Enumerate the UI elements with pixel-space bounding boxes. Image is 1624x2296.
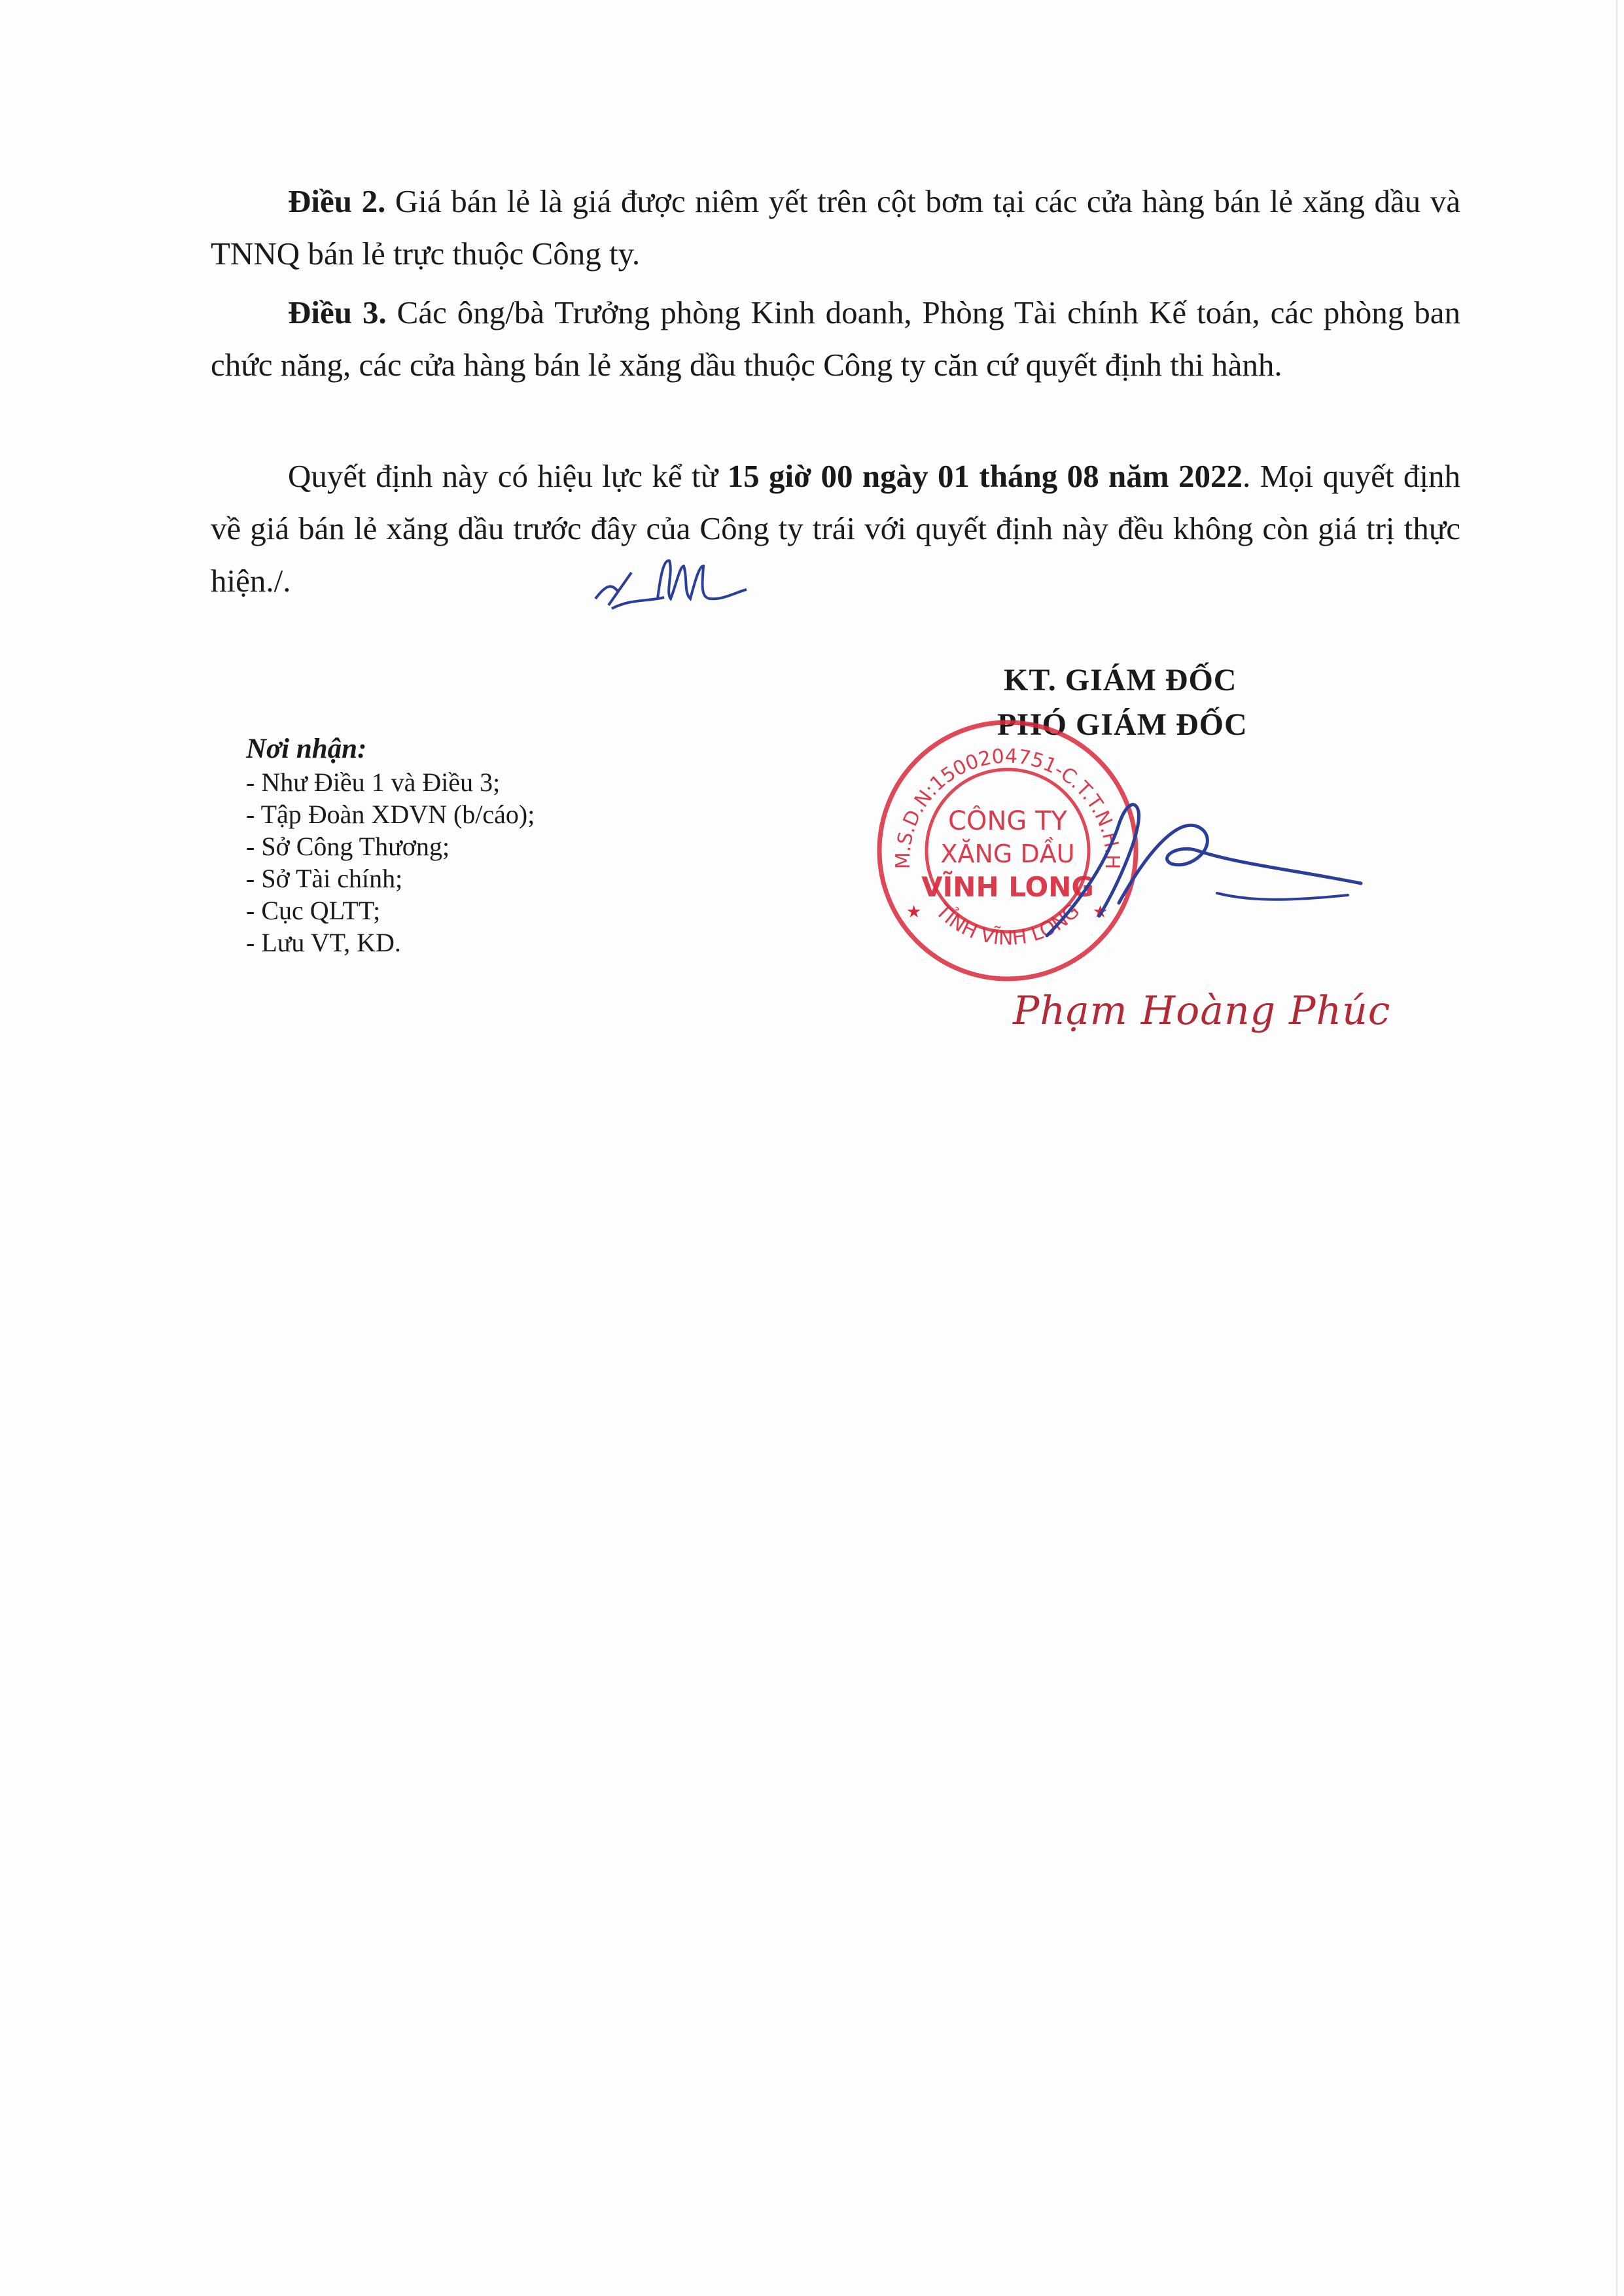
article-2-text: Giá bán lẻ là giá được niêm yết trên cột bơm tại các cửa hàng bán lẻ xăng dầu và TNNQ bán lẻ trực thuộc Công ty. [211, 183, 1461, 272]
page-edge-line [1616, 0, 1617, 2296]
recipient-item: - Như Điều 1 và Điều 3; [246, 768, 501, 797]
recipient-item: - Tập Đoàn XDVN (b/cáo); [246, 800, 535, 829]
recipients-heading: Nơi nhận: [246, 733, 367, 764]
article-2-paragraph [211, 175, 1460, 280]
effective-text-after: . Mọi quyết định về giá bán lẻ xăng dầu trước đây của Công ty trái với quyết định này đều không còn giá trị thực hiện./. [211, 458, 1460, 599]
initials-mark [592, 546, 749, 618]
seal-star-icon: ★ [1093, 902, 1108, 921]
signature-title-2: PHÓ GIÁM ĐỐC [997, 707, 1248, 742]
seal-outer-text: M.S.D.N:1500204751-C.T.T.N.H.H [891, 745, 1124, 870]
effective-text-before: Quyết định này có hiệu lực kể từ [288, 458, 728, 494]
signer-name: Phạm Hoàng Phúc [1013, 988, 1391, 1034]
article-3-text: Các ông/bà Trưởng phòng Kinh doanh, Phòng Tài chính Kế toán, các phòng ban chức năng, các cửa hàng bán lẻ xăng dầu thuộc Công ty căn cứ quyết định thi hành. [211, 294, 1461, 383]
effective-datetime: 15 giờ 00 ngày 01 tháng 08 năm 2022 [727, 458, 1243, 494]
recipients-list [246, 766, 535, 959]
seal-line-3: VĨNH LONG [921, 871, 1094, 903]
signature-title-1: KT. GIÁM ĐỐC [1004, 663, 1237, 698]
recipient-item: - Cục QLTT; [246, 896, 381, 925]
article-3-label: Điều 3. [288, 294, 387, 330]
seal-line-2: XĂNG DẦU [940, 839, 1075, 868]
article-2-label: Điều 2. [288, 183, 386, 219]
effective-paragraph [211, 450, 1460, 607]
recipient-item: - Sở Tài chính; [246, 864, 403, 893]
recipient-item: - Sở Công Thương; [246, 832, 450, 861]
handwritten-signature [1021, 785, 1387, 955]
recipients-block [246, 733, 535, 959]
seal-bottom-text: TỈNH VĨNH LONG [930, 899, 1085, 950]
seal-star-icon: ★ [906, 902, 922, 921]
recipient-item: - Lưu VT, KD. [246, 928, 401, 957]
article-3-paragraph [211, 287, 1460, 391]
seal-line-1: CÔNG TY [948, 806, 1067, 836]
